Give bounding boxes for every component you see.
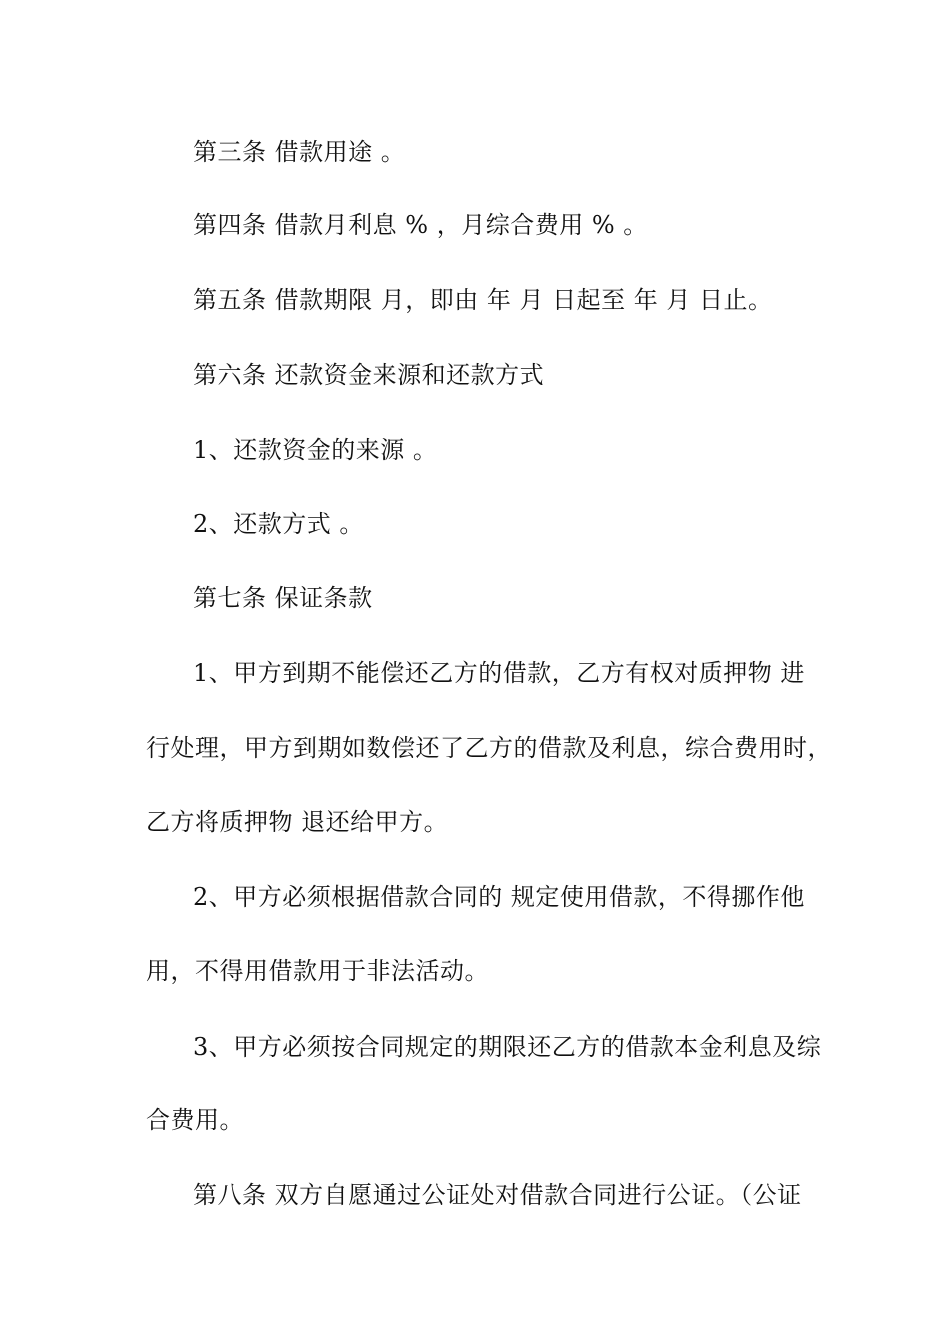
- article-7-heading: 第七条 保证条款: [193, 584, 373, 612]
- article-5: 第五条 借款期限 月，即由 年 月 日起至 年 月 日止。: [193, 286, 773, 314]
- article-6-item-2: 2、还款方式 。: [193, 510, 364, 538]
- article-7-item-1-line-1: 1、甲方到期不能偿还乙方的借款，乙方有权对质押物 进: [193, 659, 805, 687]
- article-3: 第三条 借款用途 。: [193, 138, 406, 166]
- article-7-item-2-line-1: 2、甲方必须根据借款合同的 规定使用借款，不得挪作他: [193, 883, 805, 911]
- article-7-item-3-line-2: 合费用。: [146, 1106, 244, 1134]
- article-4: 第四条 借款月利息 % ，月综合费用 % 。: [193, 211, 648, 239]
- article-7-item-2-line-2: 用，不得用借款用于非法活动。: [146, 957, 489, 985]
- article-7-item-3-line-1: 3、甲方必须按合同规定的期限还乙方的借款本金利息及综: [193, 1033, 822, 1061]
- article-7-item-1-line-3: 乙方将质押物 退还给甲方。: [146, 808, 449, 836]
- article-7-item-1-line-2: 行处理，甲方到期如数偿还了乙方的借款及利息，综合费用时，: [146, 734, 832, 762]
- article-6-heading: 第六条 还款资金来源和还款方式: [193, 361, 545, 389]
- article-8: 第八条 双方自愿通过公证处对借款合同进行公证。（公证: [193, 1181, 802, 1209]
- article-6-item-1: 1、还款资金的来源 。: [193, 436, 438, 464]
